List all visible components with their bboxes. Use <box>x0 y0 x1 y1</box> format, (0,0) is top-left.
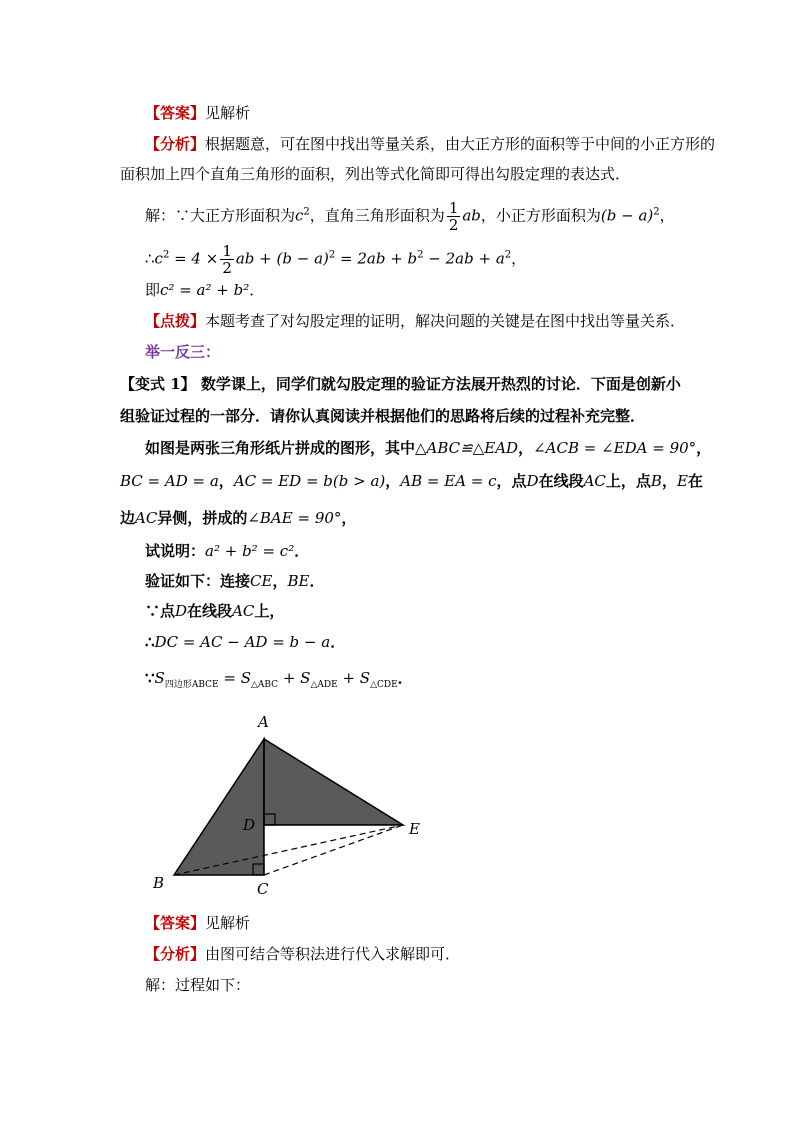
eq-prefix: ∴ <box>145 249 155 268</box>
conclusion-formula: c² = a² + b² <box>160 281 250 299</box>
solution-line-2: 解：过程如下： <box>145 976 251 994</box>
geometry-figure <box>145 708 435 900</box>
try-line: 试说明：a² + b² = c²． <box>145 542 310 560</box>
section-title: 举一反三： <box>145 343 221 361</box>
analysis-tag: 【分析】 <box>145 135 206 153</box>
label-c: C <box>257 880 269 898</box>
eq-part2: ab + (b − a) <box>235 249 329 268</box>
variant-line-5: 边AC异侧，拼成的∠BAE = 90°， <box>120 509 357 527</box>
point-line <box>145 311 685 331</box>
label-b: B <box>153 874 165 892</box>
solution-c2: c <box>295 206 304 225</box>
half-fraction: $\frac{1}{2}$ <box>448 199 459 234</box>
eq-part4: − 2ab + a <box>423 249 505 268</box>
variant-line-1 <box>120 374 681 394</box>
solution-mid2: ，小正方形面积为 <box>480 206 601 225</box>
analysis-text-b2: 由图可结合等积法进行代入求解即可． <box>205 945 461 963</box>
analysis-text-1: 根据题意，可在图中找出等量关系，由大正方形的面积等于中间的小正方形的 <box>205 135 716 153</box>
solution-prefix: 解：∵大正方形面积为 <box>145 206 296 225</box>
analysis-tag-2: 【分析】 <box>145 945 206 963</box>
congruence-formula: △ABC≌△EAD <box>415 439 519 457</box>
analysis-line-b2 <box>145 944 460 964</box>
answer-tag-2: 【答案】 <box>145 914 206 932</box>
variant-line-4: BC = AD = a，AC = ED = b(b > a)，AB = EA = c，点D在线段AC上，点B，E在 <box>120 472 703 490</box>
verify-line: 验证如下：连接CE，BE． <box>145 572 325 590</box>
try-formula: a² + b² = c² <box>205 542 295 560</box>
area-line: $\because S_{四边形ABCE} = S_{\triangle ABC} + S_{\triangle ADE} + S_{\triangle CDE}$． <box>145 669 413 690</box>
variant-text-1: 数学课上，同学们就勾股定理的验证方法展开热烈的讨论．下面是创新小 <box>195 375 681 393</box>
eq-part3: = 2ab + b <box>335 249 418 268</box>
solution-ba: (b − a) <box>600 206 654 225</box>
label-a: A <box>258 713 269 731</box>
answer-line-1 <box>145 103 250 123</box>
solution-ab: ab <box>462 206 481 225</box>
variant-label: 【变式 1】 <box>120 375 196 393</box>
point-tag: 【点拨】 <box>145 312 206 330</box>
analysis-line-2 <box>120 164 630 184</box>
variant-line-3: 如图是两张三角形纸片拼成的图形，其中△ABC≌△EAD，∠ACB = ∠EDA = 90°， <box>145 439 712 457</box>
solution-line: 解：∵大正方形面积为$c^2$，直角三角形面积为 $\frac{1}{2}$ ab，小正方形面积为$(b - a)^2$， <box>145 199 675 234</box>
eq-part1: = 4 × <box>169 249 219 268</box>
triangle-ade <box>264 739 403 825</box>
answer-line-2 <box>145 913 250 933</box>
answer-text-2: 见解析 <box>205 914 251 932</box>
answer-text: 见解析 <box>205 104 251 122</box>
analysis-line-1 <box>145 134 715 154</box>
dc-line: ∴DC = AC − AD = b − a． <box>145 633 346 651</box>
conclusion-prefix: 即 <box>145 281 161 299</box>
solution-mid1: ，直角三角形面积为 <box>309 206 445 225</box>
half-fraction-2: $\frac{1}{2}$ <box>222 242 232 277</box>
label-d: D <box>243 816 256 834</box>
equation-line: $\therefore c^2 = 4$ × $\frac{1}{2}$ ab + $(b - a)^2 = 2ab + b^2 - 2ab + a^2$， <box>145 242 527 277</box>
answer-tag: 【答案】 <box>145 104 206 122</box>
analysis-text-2: 面积加上四个直角三角形的面积，列出等式化简即可得出勾股定理的表达式． <box>120 165 631 183</box>
point-text: 本题考查了对勾股定理的证明，解决问题的关键是在图中找出等量关系． <box>205 312 686 330</box>
eq-left: c <box>154 249 163 268</box>
square-exponent: 2 <box>303 206 310 218</box>
variant-line-2: 组验证过程的一部分．请你认真阅读并根据他们的思路将后续的过程补充完整． <box>120 407 646 425</box>
triangle-abc <box>174 739 264 875</box>
label-e: E <box>409 820 420 838</box>
angle-formula: ∠ACB = ∠EDA = 90° <box>533 439 697 457</box>
because-line: ∵点D在线段AC上， <box>145 602 285 620</box>
conclusion-line: 即c² = a² + b²． <box>145 281 265 299</box>
